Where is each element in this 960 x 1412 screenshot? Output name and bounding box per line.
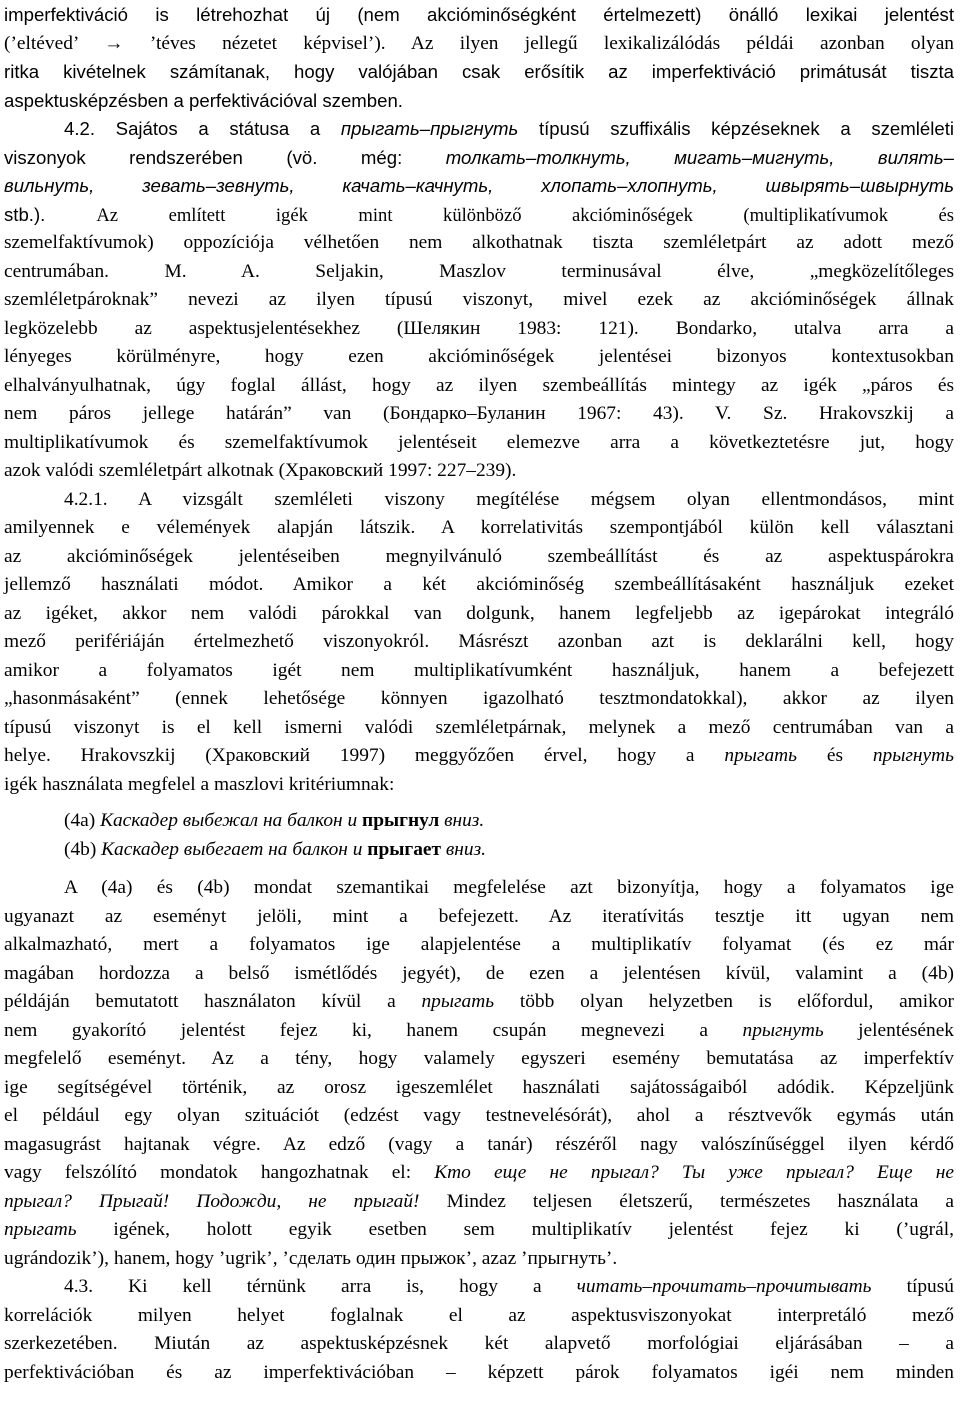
text-run: 4.3. Ki kell térnünk arra is, hogy a	[64, 1276, 577, 1297]
text-line	[4, 1073, 954, 1102]
text-line	[4, 1358, 954, 1387]
text-run: példáján bemutatott használaton kívül a	[4, 991, 422, 1012]
text-run: azok valódi szemléletpárt alkotnak (Храковский 1997: 227–239).	[4, 460, 517, 481]
italic-text: толкать–толкнуть, мигать–мигнуть, вилять–	[445, 147, 954, 168]
text-run: multiplikatívumok és szemelfaktívumok jelentéseit elemezve arra a következtetésre jut, hogy	[4, 432, 954, 453]
italic-text: прыгал? Прыгай! Подожди, не прыгай!	[4, 1191, 420, 1212]
text-run: az akcióminőségek jelentéseiben megnyilvánuló szembeállítást és az aspektuspárokra	[4, 546, 954, 567]
text-line	[4, 485, 954, 514]
italic-text: прыгнуть	[742, 1020, 824, 1041]
text-run: jellemző használati módot. Amikor a két akcióminőség szembeállításaként használjuk ezeket	[4, 574, 954, 595]
text-line	[4, 513, 954, 542]
text-line	[4, 1187, 954, 1216]
text-run: imperfektiváció is létrehozhat új (nem akcióminőségként értelmezett) önálló lexikai jelentést	[4, 4, 954, 25]
text-run: Az ilyen jellegű lexikalizálódás példái azonban olyan	[410, 33, 954, 54]
text-line	[4, 29, 954, 58]
text-run: igék használata megfelel a maszlovi kritériumnak:	[4, 774, 395, 795]
bold-text: прыгнул	[362, 810, 440, 831]
text-run: szemléletpároknak” nevezi az ilyen típusú viszonyt, mivel ezek az akcióminőségek állnak	[4, 289, 954, 310]
text-line	[4, 86, 954, 115]
italic-text: прыгать	[724, 745, 797, 766]
bold-text: прыгает	[367, 839, 442, 860]
text-run: A (4a) és (4b) mondat szemantikai megfelelése azt bizonyítja, hogy a folyamatos ige	[64, 877, 954, 898]
text-line	[4, 1158, 954, 1187]
text-run: aspektusképzésben a perfektivációval szemben.	[4, 90, 403, 111]
text-line	[4, 873, 954, 902]
text-line	[4, 1130, 954, 1159]
text-line	[4, 57, 954, 86]
example-sentence	[64, 835, 486, 864]
italic-text: прыгать–прыгнуть	[340, 118, 519, 139]
italic-text: Каскадер выбежал на балкон и	[100, 810, 363, 831]
text-run: helye. Hrakovszkij (Храковский 1997) meggyőzően érvel, hogy a	[4, 745, 725, 766]
text-line	[4, 1215, 954, 1244]
text-run: legközelebb az aspektusjelentésekhez (Шелякин 1983: 121). Bondarko, utalva arra a	[4, 318, 954, 339]
italic-text: вниз.	[441, 839, 487, 860]
italic-text: Кто еще не прыгал? Ты уже прыгал? Еще не	[434, 1162, 954, 1183]
text-run: lényeges körülményre, hogy ezen akcióminőségek jelentései bizonyos kontextusokban	[4, 346, 954, 367]
text-run: az igéket, akkor nem valódi párokkal van dolgunk, hanem legfeljebb az igepárokat integráló	[4, 603, 954, 624]
text-line	[4, 1016, 954, 1045]
example-sentence	[64, 806, 484, 835]
text-run: igének, holott egyik esetben sem multiplikatív jelentést fejez ki (’ugrál,	[76, 1219, 954, 1240]
text-run: amikor a folyamatos igét nem multiplikatívumként használjuk, hanem a befejezett	[4, 660, 954, 681]
text-line	[4, 656, 954, 685]
text-line	[4, 713, 954, 742]
text-line	[4, 428, 954, 457]
text-run: stb.).	[4, 204, 97, 225]
text-line	[4, 399, 954, 428]
italic-text: прыгать	[421, 991, 495, 1012]
text-line	[4, 171, 954, 200]
italic-text: вильнуть, зевать–зевнуть, качать–качнуть, хлопать–хлопнуть, швырять–швырнуть	[4, 175, 954, 196]
text-line	[4, 143, 954, 172]
text-run: vagy felszólító mondatok hangozhatnak el:	[4, 1162, 435, 1183]
text-line	[4, 1329, 954, 1358]
text-run: több olyan helyzetben is előfordul, amikor	[494, 991, 954, 1012]
text-line	[4, 902, 954, 931]
italic-text: прыгнуть	[872, 745, 954, 766]
text-line	[4, 228, 954, 257]
text-line	[4, 741, 954, 770]
text-line	[4, 314, 954, 343]
text-line	[4, 987, 954, 1016]
text-run: ige segítségével történik, az orosz igeszemlélet használati sajátosságaiból adódik. Képzeljünk	[4, 1077, 954, 1098]
text-run: típusú	[871, 1276, 954, 1297]
text-line	[4, 0, 954, 29]
text-run: 4.2.1. A vizsgált szemléleti viszony megítélése mégsem olyan ellentmondásos, mint	[64, 489, 954, 510]
text-run: 4.2. Sajátos a státusa a	[64, 118, 341, 139]
italic-text: читать–прочитать–прочитывать	[576, 1276, 872, 1297]
text-line	[4, 342, 954, 371]
text-run: ugyanazt az eseményt jelöli, mint a befejezett. Az iteratívitás tesztje itt ugyan nem	[4, 906, 954, 927]
text-line	[4, 1272, 954, 1301]
text-line	[4, 257, 954, 286]
text-line	[4, 1044, 954, 1073]
text-run: típusú viszonyt is el kell ismerni valódi szemléletpárnak, melynek a mező centrumában van a	[4, 717, 954, 738]
text-run: alkalmazható, mert a folyamatos ige alapjelentése a multiplikatív folyamat (és ez már	[4, 934, 954, 955]
text-run: mező perifériáján értelmezhető viszonyokról. Másrészt azonban azt is deklarálni kell, hogy	[4, 631, 954, 652]
text-run: „hasonmásaként” (ennek lehetősége könnyen igazolható tesztmondatokkal), akkor az ilyen	[4, 688, 954, 709]
text-run: (’eltéved’ → ’téves nézetet képvisel’).	[4, 33, 411, 54]
text-line	[4, 599, 954, 628]
italic-text: прыгать	[4, 1219, 77, 1240]
text-line	[4, 570, 954, 599]
text-line	[4, 684, 954, 713]
text-run: szemelfaktívumok) oppozíciója vélhetően nem alkothatnak tiszta szemléletpárt az adott mező	[4, 232, 954, 253]
text-line	[4, 1301, 954, 1330]
italic-text: вниз.	[439, 810, 485, 831]
text-run: perfektivációban és az imperfektivációban – képzett párok folyamatos igéi nem minden	[4, 1362, 954, 1383]
text-run: magasugrást hajtanak végre. Az edző (vagy a tanár) részéről nagy valószínűséggel ilyen kérdő	[4, 1134, 954, 1155]
text-run: megfelelő eseményt. Az a tény, hogy valamely egyszeri esemény bemutatása az imperfektív	[4, 1048, 954, 1069]
text-run: viszonyok rendszerében (vö. még:	[4, 147, 446, 168]
text-line	[4, 627, 954, 656]
text-line	[4, 200, 954, 229]
text-run: és	[797, 745, 873, 766]
text-run: ritka kivételnek számítanak, hogy valójában csak erősítik az imperfektiváció primátusát tiszta	[4, 61, 954, 82]
text-run: Mindez teljesen életszerű, természetes használata a	[419, 1191, 954, 1212]
text-run: centrumában. M. A. Seljakin, Maszlov terminusával élve, „megközelítőleges	[4, 261, 954, 282]
text-line	[4, 770, 954, 799]
italic-text: Каскадер выбегает на балкон и	[101, 839, 368, 860]
text-line	[4, 1101, 954, 1130]
text-run: jelentésének	[823, 1020, 954, 1041]
text-run: típusú szuffixális képzéseknek a szemléleti	[518, 118, 955, 139]
text-line	[4, 1244, 954, 1273]
text-run: Az említett igék mint különböző akcióminőségek (multiplikatívumok és	[96, 205, 954, 226]
text-run: elhalványulhatnak, úgy foglal állást, hogy az ilyen szembeállítás mintegy az igék „páros és	[4, 375, 954, 396]
text-run: ugrándozik’), hanem, hogy ’ugrik’, ’сделать один прыжок’, azaz ’прыгнуть’.	[4, 1248, 618, 1269]
text-line	[4, 114, 954, 143]
text-run: szerkezetében. Miután az aspektusképzésnek két alapvető morfológiai eljárásában – a	[4, 1333, 954, 1354]
text-run: el például egy olyan szituációt (edzést vagy testnevelésórát), ahol a résztvevők egymás után	[4, 1105, 954, 1126]
text-run: amilyennek e vélemények alapján látszik. A korrelativitás szempontjából külön kell választani	[4, 517, 954, 538]
text-run: (4b)	[64, 839, 102, 860]
text-line	[4, 959, 954, 988]
text-line	[4, 285, 954, 314]
text-line	[4, 930, 954, 959]
text-run: (4a)	[64, 810, 101, 831]
text-line	[4, 456, 954, 485]
text-run: korrelációk milyen helyet foglalnak el az aspektusviszonyokat interpretáló mező	[4, 1305, 954, 1326]
text-run: magában hordozza a belső ismétlődés jegyét), de ezen a jelentésen kívül, valamint a (4b)	[4, 963, 954, 984]
text-line	[4, 542, 954, 571]
text-line	[4, 371, 954, 400]
text-run: nem gyakorító jelentést fejez ki, hanem csupán megnevezi a	[4, 1020, 743, 1041]
text-run: nem páros jellege határán” van (Бондарко–Буланин 1967: 43). V. Sz. Hrakovszkij a	[4, 403, 954, 424]
